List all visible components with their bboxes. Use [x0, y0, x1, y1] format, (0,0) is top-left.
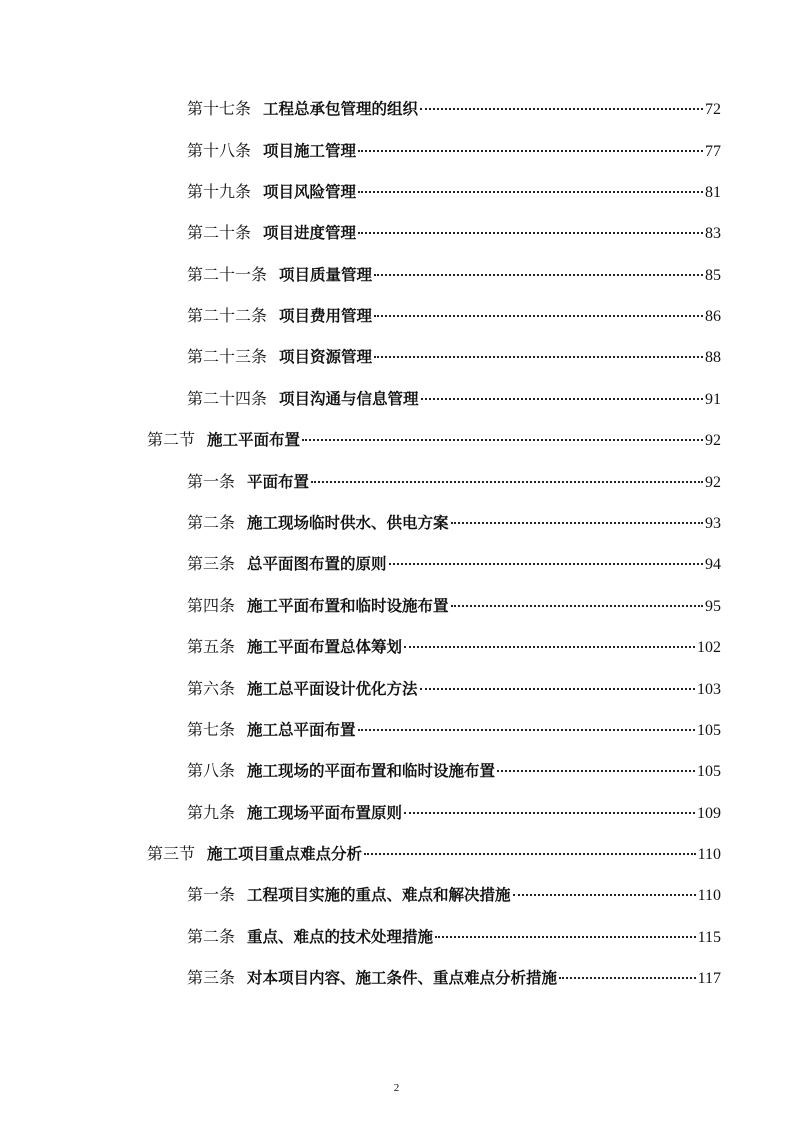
toc-entry[interactable]: [187, 634, 721, 660]
toc-entry-page: 95: [705, 598, 721, 615]
toc-entry-title: 施工总平面布置: [247, 721, 356, 739]
toc-entry-number: 第二十三条: [187, 347, 268, 366]
dot-leader: [358, 191, 703, 193]
toc-entry-page: 93: [705, 515, 721, 532]
dot-leader: [389, 563, 703, 565]
toc-entry-number: 第二十条: [187, 223, 252, 242]
toc-entry-title: 施工平面布置和临时设施布置: [247, 597, 449, 615]
toc-entry-page: 91: [705, 391, 721, 408]
toc-entry-number: 第九条: [187, 803, 236, 822]
toc-entry-title: 施工现场平面布置原则: [247, 804, 403, 822]
toc-entry-title: 平面布置: [247, 473, 310, 491]
toc-entry-page: 83: [705, 225, 721, 242]
dot-leader: [358, 232, 703, 234]
toc-entry-title: 项目风险管理: [263, 183, 357, 201]
toc-entry-number: 第一条: [187, 472, 236, 491]
toc-entry[interactable]: [187, 96, 721, 122]
toc-entry-number: 第十八条: [187, 141, 252, 160]
toc-section-page: 110: [697, 846, 721, 863]
toc-entry-page: 105: [697, 722, 721, 739]
dot-leader: [421, 398, 703, 400]
toc-entry-number: 第十九条: [187, 182, 252, 201]
toc-entry-number: 第八条: [187, 761, 236, 780]
toc-entry[interactable]: [187, 179, 721, 205]
toc-entry[interactable]: [187, 717, 721, 743]
toc-entry-title: 总平面图布置的原则: [247, 555, 387, 573]
toc-entry-page: 72: [705, 101, 721, 118]
toc-entry[interactable]: [187, 303, 721, 329]
toc-entry[interactable]: [187, 758, 721, 784]
toc-entry-page: 81: [705, 184, 721, 201]
toc-entry[interactable]: [187, 593, 721, 619]
toc-entry-title: 项目沟通与信息管理: [279, 390, 419, 408]
toc-entry-number: 第二十一条: [187, 265, 268, 284]
dot-leader: [364, 853, 696, 855]
toc-entry-title: 施工现场临时供水、供电方案: [247, 514, 449, 532]
toc-entry[interactable]: [187, 510, 721, 536]
toc-entry[interactable]: [187, 469, 721, 495]
toc-entry-number: 第五条: [187, 637, 236, 656]
dot-leader: [358, 729, 695, 731]
toc-entry[interactable]: [187, 882, 721, 908]
dot-leader: [374, 356, 703, 358]
toc-entry-page: 103: [697, 681, 721, 698]
toc-entry-number: 第一条: [187, 885, 236, 904]
toc-entry-title: 项目进度管理: [263, 224, 357, 242]
dot-leader: [451, 522, 703, 524]
toc-entry-number: 第四条: [187, 596, 236, 615]
dot-leader: [404, 646, 695, 648]
toc-entry[interactable]: [187, 800, 721, 826]
toc-section-number: 第二节: [147, 430, 196, 449]
toc-entry-number: 第三条: [187, 968, 236, 987]
toc-entry-title: 项目资源管理: [279, 348, 373, 366]
toc-entry-number: 第二条: [187, 927, 236, 946]
dot-leader: [451, 605, 703, 607]
dot-leader: [497, 770, 695, 772]
toc-entry-page: 105: [697, 763, 721, 780]
toc-entry-page: 115: [697, 929, 721, 946]
toc-entry[interactable]: [187, 386, 721, 412]
dot-leader: [374, 274, 703, 276]
toc-entry[interactable]: [187, 924, 721, 950]
toc-entry-title: 重点、难点的技术处理措施: [247, 928, 434, 946]
toc-entry-page: 88: [705, 349, 721, 366]
toc-entry-title: 工程总承包管理的组织: [263, 100, 419, 118]
toc-entry-page: 94: [705, 556, 721, 573]
toc-entry-number: 第二十二条: [187, 306, 268, 325]
toc-entry-number: 第三条: [187, 554, 236, 573]
dot-leader: [513, 894, 696, 896]
dot-leader: [374, 315, 703, 317]
toc-entry-page: 85: [705, 267, 721, 284]
page-number: 2: [393, 1082, 400, 1094]
toc-section-number: 第三节: [147, 844, 196, 863]
toc-entry-title: 施工总平面设计优化方法: [247, 680, 418, 698]
toc-entry-title: 项目质量管理: [279, 266, 373, 284]
dot-leader: [435, 936, 696, 938]
toc-section-title: 施工平面布置: [207, 431, 301, 449]
toc-entry-number: 第十七条: [187, 99, 252, 118]
dot-leader: [302, 439, 703, 441]
toc-entry-page: 109: [697, 805, 721, 822]
toc-entry-number: 第七条: [187, 720, 236, 739]
toc-section-entry[interactable]: [147, 427, 721, 453]
dot-leader: [311, 481, 703, 483]
toc-entry-page: 102: [697, 639, 721, 656]
toc-entry-title: 工程项目实施的重点、难点和解决措施: [247, 886, 511, 904]
toc-entry-title: 施工平面布置总体筹划: [247, 638, 403, 656]
toc-entry-title: 项目费用管理: [279, 307, 373, 325]
toc-entry-page: 86: [705, 308, 721, 325]
dot-leader: [404, 812, 695, 814]
dot-leader: [559, 977, 696, 979]
toc-entry-page: 110: [697, 887, 721, 904]
toc-entry-title: 项目施工管理: [263, 142, 357, 160]
toc-entry[interactable]: [187, 220, 721, 246]
toc-entry-page: 77: [705, 143, 721, 160]
toc-entry-number: 第六条: [187, 679, 236, 698]
toc-entry-page: 117: [697, 970, 721, 987]
toc-section-page: 92: [705, 432, 721, 449]
dot-leader: [358, 150, 703, 152]
toc-entry[interactable]: [187, 344, 721, 370]
toc-entry-title: 施工现场的平面布置和临时设施布置: [247, 762, 496, 780]
toc-entry[interactable]: [187, 676, 721, 702]
toc-section-entry[interactable]: [147, 841, 721, 867]
toc-entry[interactable]: [187, 138, 721, 164]
dot-leader: [420, 108, 703, 110]
toc-entry[interactable]: [187, 965, 721, 991]
toc-entry-number: 第二十四条: [187, 389, 268, 408]
toc-entry[interactable]: [187, 551, 721, 577]
toc-entry-title: 对本项目内容、施工条件、重点难点分析措施: [247, 969, 558, 987]
toc-section-title: 施工项目重点难点分析: [207, 845, 363, 863]
toc-entry[interactable]: [187, 262, 721, 288]
dot-leader: [420, 688, 695, 690]
toc-entry-number: 第二条: [187, 513, 236, 532]
toc-entry-page: 92: [705, 474, 721, 491]
